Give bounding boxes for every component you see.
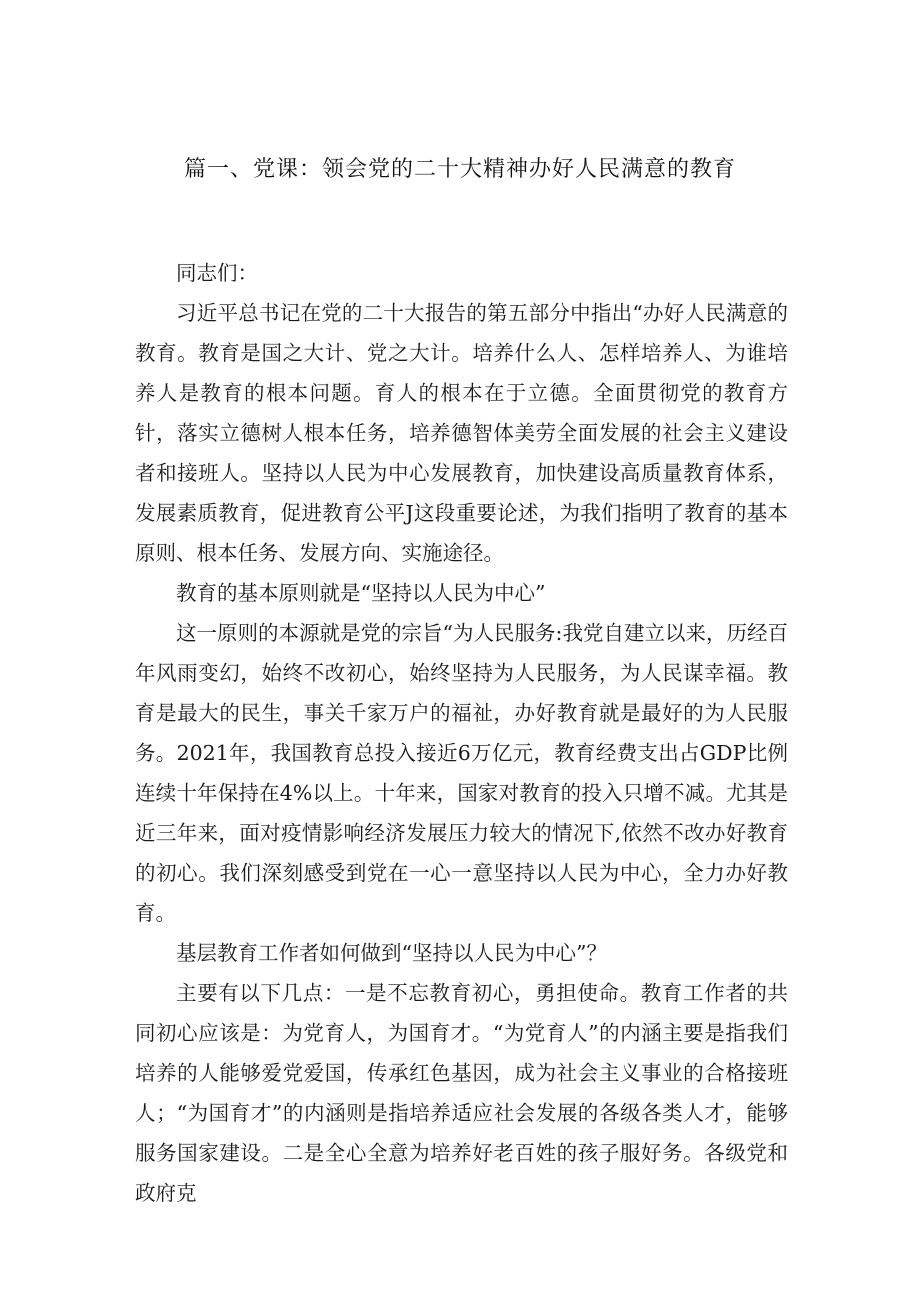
body-paragraph: 主要有以下几点：一是不忘教育初心，勇担使命。教育工作者的共同初心应该是：为党育人，为国育才。“为党育人”的内涵主要是指我们培养的人能够爱党爱国，传承红色基因，成为社会主义事业的合格接班人；“为国育才”的内涵则是指培养适应社会发展的各级各类人才，能够服务国家建设。二是全心全意为培养好老百姓的孩子服好务。各级党和政府克 [135, 981, 788, 1205]
body-paragraph: 习近平总书记在党的二十大报告的第五部分中指出“办好人民满意的教育。教育是国之大计、党之大计。培养什么人、怎样培养人、为谁培养人是教育的根本问题。育人的根本在于立德。全面贯彻党的教育方针，落实立德树人根本任务，培养德智体美劳全面发展的社会主义建设者和接班人。坚持以人民为中心发展教育，加快建设高质量教育体系，发展素质教育，促进教育公平J这段重要论述，为我们指明了教育的基本原则、根本任务、发展方向、实施途径。 [135, 301, 788, 565]
document-body [135, 253, 788, 1213]
salutation-paragraph: 同志们： [176, 261, 258, 285]
section-heading-paragraph: 基层教育工作者如何做到“坚持以人民为中心”？ [176, 941, 607, 965]
body-paragraph: 这一原则的本源就是党的宗旨“为人民服务:我党自建立以来，历经百年风雨变幻，始终不改初心，始终坚持为人民服务，为人民谋幸福。教育是最大的民生，事关千家万户的福祉，办好教育就是最好的为人民服务。2021年，我国教育总投入接近6万亿元，教育经费支出占GDP比例连续十年保持在4%以上。十年来，国家对教育的投入只增不减。尤其是近三年来，面对疫情影响经济发展压力较大的情况下,依然不改办好教育的初心。我们深刻感受到党在一心一意坚持以人民为中心，全力办好教育。 [135, 621, 788, 925]
section-heading-paragraph: 教育的基本原则就是“坚持以人民为中心” [176, 581, 546, 605]
document-title: 篇一、党课：领会党的二十大精神办好人民满意的教育 [183, 157, 736, 182]
